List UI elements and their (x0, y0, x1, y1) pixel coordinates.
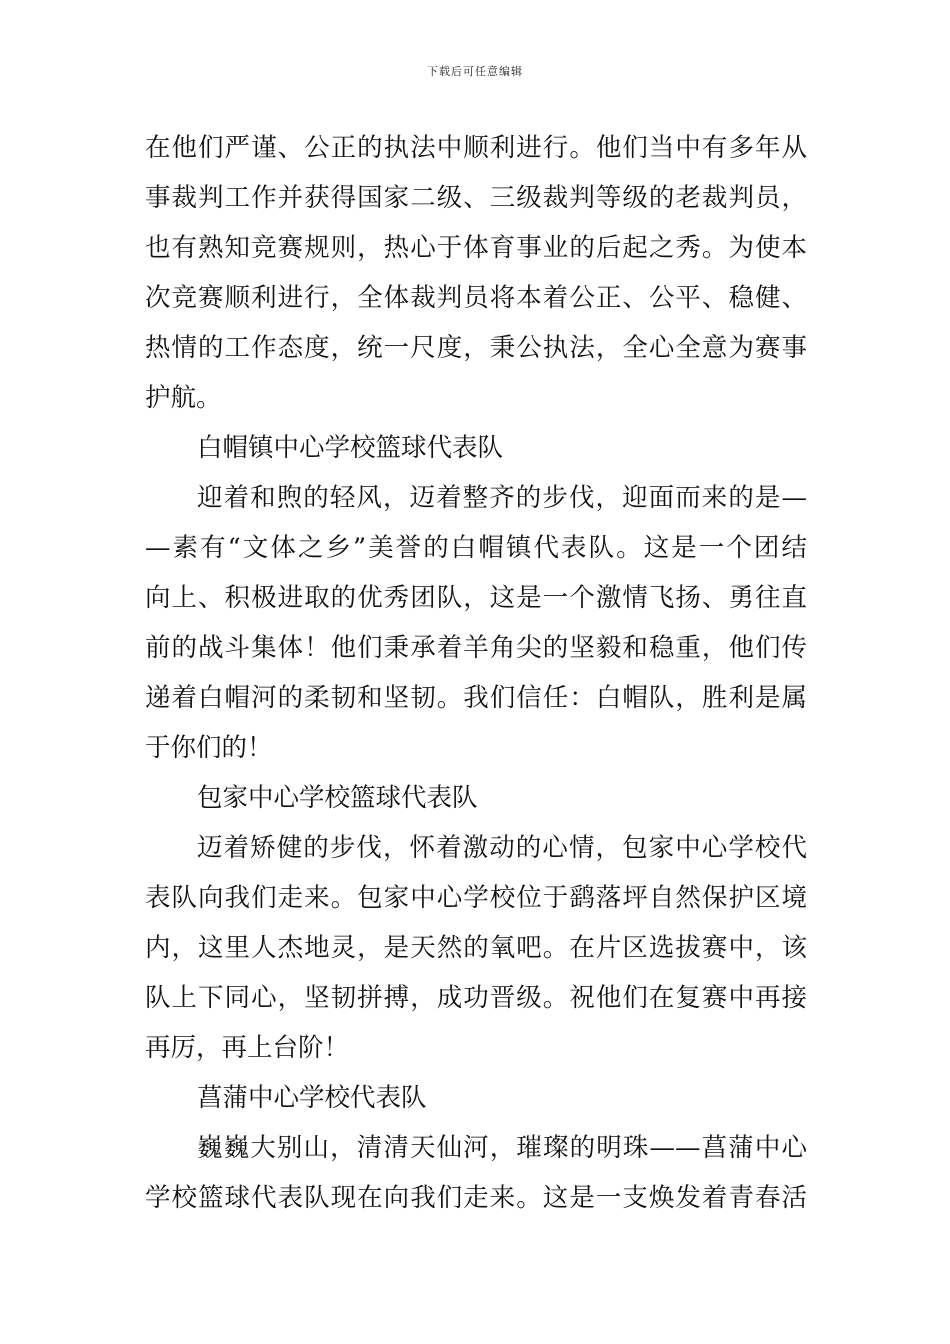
text-line: 护航。 (145, 383, 222, 413)
text-line: 于你们的！ (145, 733, 273, 763)
text-line: 表队向我们走来。包家中心学校位于鹞落坪自然保护区境 (145, 883, 807, 913)
text-line: 递着白帽河的柔韧和坚韧。我们信任：白帽队，胜利是属 (145, 683, 807, 713)
section-heading: 白帽镇中心学校篮球代表队 (197, 433, 504, 463)
text-line: 向上、积极进取的优秀团队，这是一个激情飞扬、勇往直 (145, 583, 807, 613)
text-line: 迈着矫健的步伐，怀着激动的心情，包家中心学校代 (197, 833, 807, 863)
text-line: 内，这里人杰地灵，是天然的氧吧。在片区选拔赛中，该 (145, 933, 807, 963)
text-line: 再厉，再上台阶！ (145, 1033, 350, 1063)
text-line: 迎着和煦的轻风，迈着整齐的步伐，迎面而来的是— (197, 483, 807, 513)
text-line: 队上下同心，坚韧拼搏，成功晋级。祝他们在复赛中再接 (145, 983, 807, 1013)
text-line: 学校篮球代表队现在向我们走来。这是一支焕发着青春活 (145, 1183, 807, 1213)
text-line: 热情的工作态度，统一尺度，秉公执法，全心全意为赛事 (145, 333, 807, 363)
text-line: 在他们严谨、公正的执法中顺利进行。他们当中有多年从 (145, 133, 807, 163)
text-line: 也有熟知竞赛规则，热心于体育事业的后起之秀。为使本 (145, 233, 807, 263)
page-header: 下载后可任意编辑 (427, 65, 523, 78)
section-heading: 菖蒲中心学校代表队 (197, 1083, 427, 1113)
text-line: —素有“文体之乡”美誉的白帽镇代表队。这是一个团结 (145, 533, 807, 563)
document-body (145, 123, 807, 1223)
text-line: 巍巍大别山，清清天仙河，璀璨的明珠——菖蒲中心 (197, 1133, 807, 1163)
section-heading: 包家中心学校篮球代表队 (197, 783, 478, 813)
text-line: 事裁判工作并获得国家二级、三级裁判等级的老裁判员， (145, 183, 807, 213)
text-line: 前的战斗集体！他们秉承着羊角尖的坚毅和稳重，他们传 (145, 633, 807, 663)
text-line: 次竞赛顺利进行，全体裁判员将本着公正、公平、稳健、 (145, 283, 807, 313)
